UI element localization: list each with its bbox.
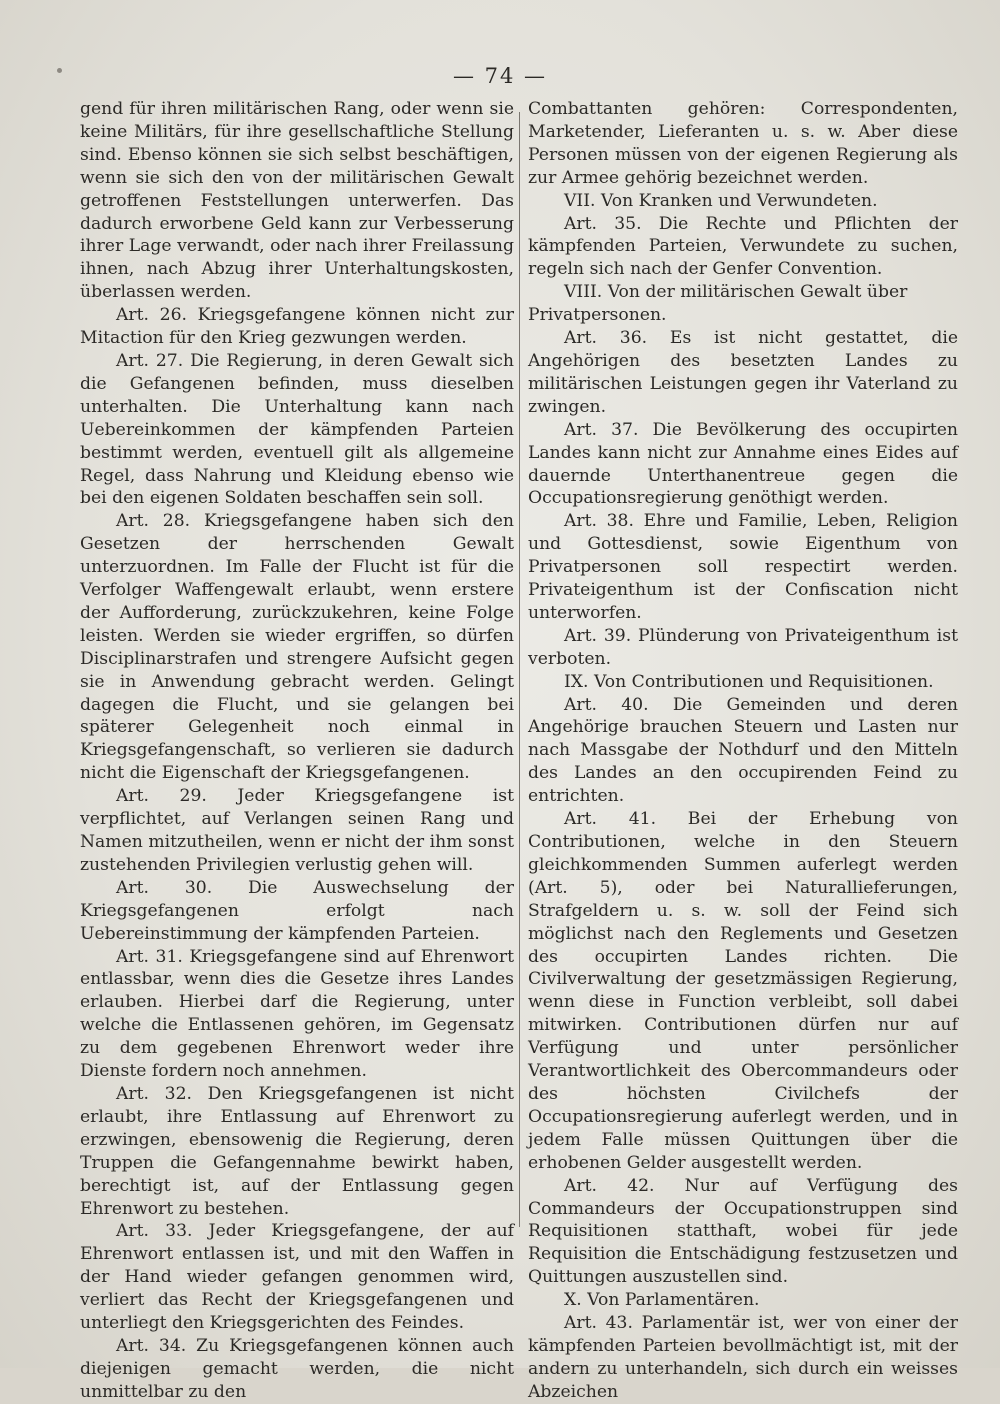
paragraph-art-38: Art. 38. Ehre und Familie, Leben, Religion und Gottesdienst, sowie Eigenthum von Privatpersonen soll respectirt werden. Privateigenthum ist der Confiscation nicht unterworfen. <box>528 511 958 623</box>
paragraph-continuation-right: Combattanten gehören: Correspondenten, Marketender, Lieferanten u. s. w. Aber diese Personen müssen von der eigenen Regierung als zur Armee gehörig bezeichnet werden. <box>528 99 958 188</box>
paragraph-art-26: Art. 26. Kriegsgefangene können nicht zur Mitaction für den Krieg gezwungen werden. <box>80 305 514 349</box>
paragraph-art-42: Art. 42. Nur auf Verfügung des Commandeurs der Occupationstruppen sind Requisitionen statthaft, wobei für jede Requisition die Entschädigung festzusetzen und Quittungen auszustellen sind. <box>528 1175 958 1288</box>
paragraph-art-31: Art. 31. Kriegsgefangene sind auf Ehrenwort entlassbar, wenn dies die Gesetze ihres Landes erlauben. Hierbei darf die Regierung, unter welche die Entlassenen gehören, im Gegensatz zu dem gegebenen Ehrenwort weder ihre Dienste fordern noch annehmen. <box>80 946 514 1082</box>
section-heading-ix: IX. Von Contributionen und Requisitionen. <box>564 671 934 692</box>
paragraph-art-41: Art. 41. Bei der Erhebung von Contributionen, welche in den Steuern gleichkommenden Summen auferlegt werden (Art. 5), oder bei Naturallieferungen, Strafgeldern u. s. w. soll der Feind sich möglichst nach den Reglements und Gesetzen des occupirten Landes richten. Die Civilverwaltung der gesetzmässigen Regierung, wenn diese in Function verbleibt, soll dabei mitwirken. Contributionen dürfen nur auf Verfügung und unter persönlicher Verantwortlichkeit des Obercommandeurs oder des höchsten Civilchefs der Occupationsregierung auferlegt werden, und in jedem Falle müssen Quittungen über die erhobenen Gelder ausgestellt werden. <box>528 809 958 1173</box>
paragraph-art-32: Art. 32. Den Kriegsgefangenen ist nicht erlaubt, ihre Entlassung auf Ehrenwort zu erzwingen, ebensowenig die Regierung, deren Truppen die Gefangennahme bewirkt haben, berechtigt ist, auf der Entlassung gegen Ehrenwort zu bestehen. <box>80 1083 514 1219</box>
paragraph-art-37: Art. 37. Die Bevölkerung des occupirten Landes kann nicht zur Annahme eines Eides auf dauernde Unterthanentreue gegen die Occupationsregierung genöthigt werden. <box>528 419 958 509</box>
section-heading-viii: VIII. Von der militärischen Gewalt über Privatpersonen. <box>528 282 908 326</box>
paragraph-art-39: Art. 39. Plünderung von Privateigenthum ist verboten. <box>528 625 958 669</box>
paragraph-continuation: gend für ihren militärischen Rang, oder wenn sie keine Militärs, für ihre gesellschaftliche Stellung sind. Ebenso können sie sich selbst beschäftigen, wenn sie sich den von der militärischen Gewalt getroffenen Feststellungen unterwerfen. Das dadurch erworbene Geld kann zur Verbesserung ihrer Lage verwandt, oder nach ihrer Freilassung ihnen, nach Abzug ihrer Unterhaltungskosten, überlassen werden. <box>80 99 514 303</box>
section-heading-vii: VII. Von Kranken und Verwundeten. <box>564 190 878 211</box>
paragraph-art-43: Art. 43. Parlamentär ist, wer von einer der kämpfenden Parteien bevollmächtigt ist, mit der andern zu unterhandeln, sich durch ein weisses Abzeichen <box>528 1313 958 1402</box>
paragraph-art-28: Art. 28. Kriegsgefangene haben sich den Gesetzen der herrschenden Gewalt unterzuordnen. Im Falle der Flucht ist für die Verfolger Waffengewalt erlaubt, wenn erstere der Aufforderung, zurückzukehren, keine Folge leisten. Werden sie wieder ergriffen, so dürfen Disciplinarstrafen und strengere Aufsicht gegen sie in Anwendung gebracht werden. Gelingt dagegen die Flucht, und sie gelangen bei späterer Gelegenheit noch einmal in Kriegsgefangenschaft, so verlieren sie dadurch nicht die Eigenschaft der Kriegsgefangenen. <box>80 511 514 784</box>
paragraph-art-34: Art. 34. Zu Kriegsgefangenen können auch diejenigen gemacht werden, die nicht unmittelbar zu den <box>80 1335 514 1402</box>
paragraph-art-27: Art. 27. Die Regierung, in deren Gewalt sich die Gefangenen befinden, muss dieselben unterhalten. Die Unterhaltung kann nach Uebereinkommen der kämpfenden Parteien bestimmt werden, eventuell gilt als allgemeine Regel, dass Nahrung und Kleidung ebenso wie bei den eigenen Soldaten beschaffen sein soll. <box>80 350 514 509</box>
left-column <box>80 98 514 1404</box>
column-divider <box>519 112 520 1227</box>
paragraph-art-29: Art. 29. Jeder Kriegsgefangene ist verpflichtet, auf Verlangen seinen Rang und Namen mitzutheilen, wenn er nicht der ihm sonst zustehenden Privilegien verlustig gehen will. <box>80 786 514 875</box>
paragraph-art-35: Art. 35. Die Rechte und Pflichten der kämpfenden Parteien, Verwundete zu suchen, regeln sich nach der Genfer Convention. <box>528 213 958 280</box>
right-column <box>528 98 958 1404</box>
page-number: — 74 — <box>452 64 548 88</box>
paragraph-art-36: Art. 36. Es ist nicht gestattet, die Angehörigen des besetzten Landes zu militärischen Leistungen gegen ihr Vaterland zu zwingen. <box>528 328 958 417</box>
paragraph-art-30: Art. 30. Die Auswechselung der Kriegsgefangenen erfolgt nach Uebereinstimmung der kämpfenden Parteien. <box>80 877 514 944</box>
paragraph-art-33: Art. 33. Jeder Kriegsgefangene, der auf Ehrenwort entlassen ist, und mit den Waffen in der Hand wieder gefangen genommen wird, verliert das Recht der Kriegsgefangenen und unterliegt den Kriegsgerichten des Feindes. <box>80 1221 514 1334</box>
paragraph-art-40: Art. 40. Die Gemeinden und deren Angehörige brauchen Steuern und Lasten nur nach Massgabe der Nothdurf und den Mitteln des Landes an den occupirenden Feind zu entrichten. <box>528 694 958 807</box>
section-heading-x: X. Von Parlamentären. <box>564 1290 760 1311</box>
